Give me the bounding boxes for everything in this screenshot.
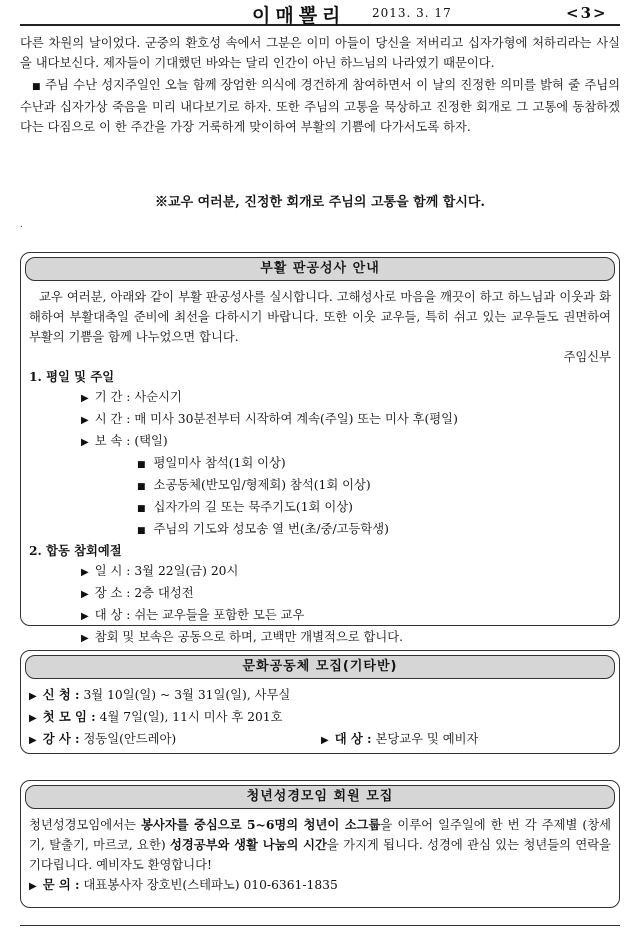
confession-notice-heading: 부활 판공성사 안내 (25, 257, 615, 281)
confession-notice-box (20, 252, 620, 644)
penance-option: ■ 십자가의 길 또는 묵주기도(1회 이상) (137, 500, 353, 514)
part1-item: ▶ 보 속 : (택일) (81, 434, 168, 448)
intro-paragraph-2-text: 주님 수난 성지주일인 오늘 함께 장엄한 의식에 경건하게 참여하면서 이 날의 진정한 의미를 밝혀 줄 주님의 수난과 십자가상 죽음을 미리 내다보기로 하자. 또한 주님의 고통을 묵상하고 진정한 회개로 그 고통에 동참하겠다는 다짐으로 이 한 주간을 가장 거룩하게 맞이하여 부활의 기쁨에 다가서도록 하자. (20, 78, 620, 134)
square-bullet-icon: ■ (137, 482, 146, 492)
penance-option: ■ 소공동체(반모임/형제회) 참석(1회 이상) (137, 478, 371, 492)
exhortation: ※교우 여러분, 진정한 회개로 주님의 고통을 함께 합시다. (154, 195, 485, 210)
penance-option: ■ 주님의 기도와 성모송 열 번(초/중/고등학생) (137, 522, 389, 536)
part2-title: 2. 합동 참회예절 (29, 543, 122, 558)
page-number: <3> (566, 4, 608, 22)
youth-bible-heading: 청년성경모임 회원 모집 (25, 785, 615, 809)
part1-item: ▶ 시 간 : 매 미사 30분전부터 시작하여 계속(주일) 또는 미사 후(평일) (81, 412, 458, 426)
dot-mark: . (20, 220, 23, 229)
triangle-icon: ▶ (81, 415, 89, 426)
triangle-icon: ▶ (81, 589, 89, 600)
culture-community-box (20, 650, 620, 754)
teacher-target-row (29, 729, 611, 749)
newsletter-title: 이매뽈리 (252, 5, 346, 27)
triangle-icon: ▶ (29, 713, 37, 724)
first-meeting-row: ▶ 첫 모 임 : 4월 7일(일), 11시 미사 후 201호 (29, 709, 283, 724)
square-bullet-icon: ■ (32, 82, 41, 92)
youth-bible-box (20, 780, 620, 908)
triangle-icon: ▶ (81, 437, 89, 448)
confession-notice-body (21, 281, 619, 653)
penance-option: ■ 평일미사 참석(1회 이상) (137, 456, 286, 470)
square-bullet-icon: ■ (137, 504, 146, 514)
page-header (20, 0, 620, 26)
target-info: ▶ 대 상 : 본당교우 및 예비자 (321, 731, 479, 746)
square-bullet-icon: ■ (137, 526, 146, 536)
part1-item: ▶ 기 간 : 사순시기 (81, 390, 182, 404)
square-bullet-icon: ■ (137, 460, 146, 470)
triangle-icon: ▶ (29, 735, 37, 746)
part2-item: ▶ 참회 및 보속은 공동으로 하며, 고백만 개별적으로 합니다. (81, 630, 404, 644)
youth-bible-body (21, 809, 619, 901)
footer-rule (20, 925, 620, 926)
culture-community-body (21, 679, 619, 753)
intro-paragraph-2 (20, 75, 620, 137)
triangle-icon: ▶ (29, 881, 37, 892)
intro-text (20, 33, 620, 139)
teacher-info: ▶ 강 사 : 정동일(안드레아) (29, 731, 177, 746)
triangle-icon: ▶ (29, 691, 37, 702)
intro-paragraph-1: 다른 차원의 날이었다. 군중의 환호성 속에서 그분은 이미 아들이 당신을 저버리고 십자가형에 처하리라는 사실을 내다보신다. 제자들이 기대했던 바와는 달리 인간이 아닌 하느님의 나라였기 때문이다. (20, 36, 620, 70)
confession-intro: 교우 여러분, 아래와 같이 부활 판공성사를 실시합니다. 고해성사로 마음을 깨끗이 하고 하느님과 이웃과 화해하여 부활대축일 준비에 최선을 다하시기 바랍니다. 또한 이웃 교우들, 특히 쉬고 있는 교우들도 권면하여 부활의 기쁨을 함께 나누었으면 합니다. (29, 290, 611, 344)
contact-row: ▶ 문 의 : 대표봉사자 장호빈(스테파노) 010-6361-1835 (29, 877, 338, 892)
youth-bible-description: 청년성경모임에서는 봉사자를 중심으로 5~6명의 청년이 소그룹을 이루어 일주일에 한 번 각 주제별 (창세기, 탈출기, 마르코, 요한) 성경공부와 생활 나눔의 시간을 가지게 됩니다. 성경에 관심 있는 청년들의 연락을 기다립니다. 예비자도 환영합니다! (29, 817, 611, 872)
triangle-icon: ▶ (321, 735, 329, 746)
apply-row: ▶ 신 청 : 3월 10일(일) ~ 3월 31일(일), 사무실 (29, 687, 291, 702)
triangle-icon: ▶ (81, 611, 89, 622)
part2-item: ▶ 일 시 : 3월 22일(금) 20시 (81, 564, 239, 578)
issue-date: 2013. 3. 17 (372, 6, 452, 20)
part2-item: ▶ 장 소 : 2층 대성전 (81, 586, 194, 600)
part1-title: 1. 평일 및 주일 (29, 369, 115, 384)
triangle-icon: ▶ (81, 567, 89, 578)
culture-community-heading: 문화공동체 모집(기타반) (25, 655, 615, 679)
triangle-icon: ▶ (81, 633, 89, 644)
triangle-icon: ▶ (81, 393, 89, 404)
part2-item: ▶ 대 상 : 쉬는 교우들을 포함한 모든 교우 (81, 608, 305, 622)
signature: 주임신부 (563, 350, 611, 364)
